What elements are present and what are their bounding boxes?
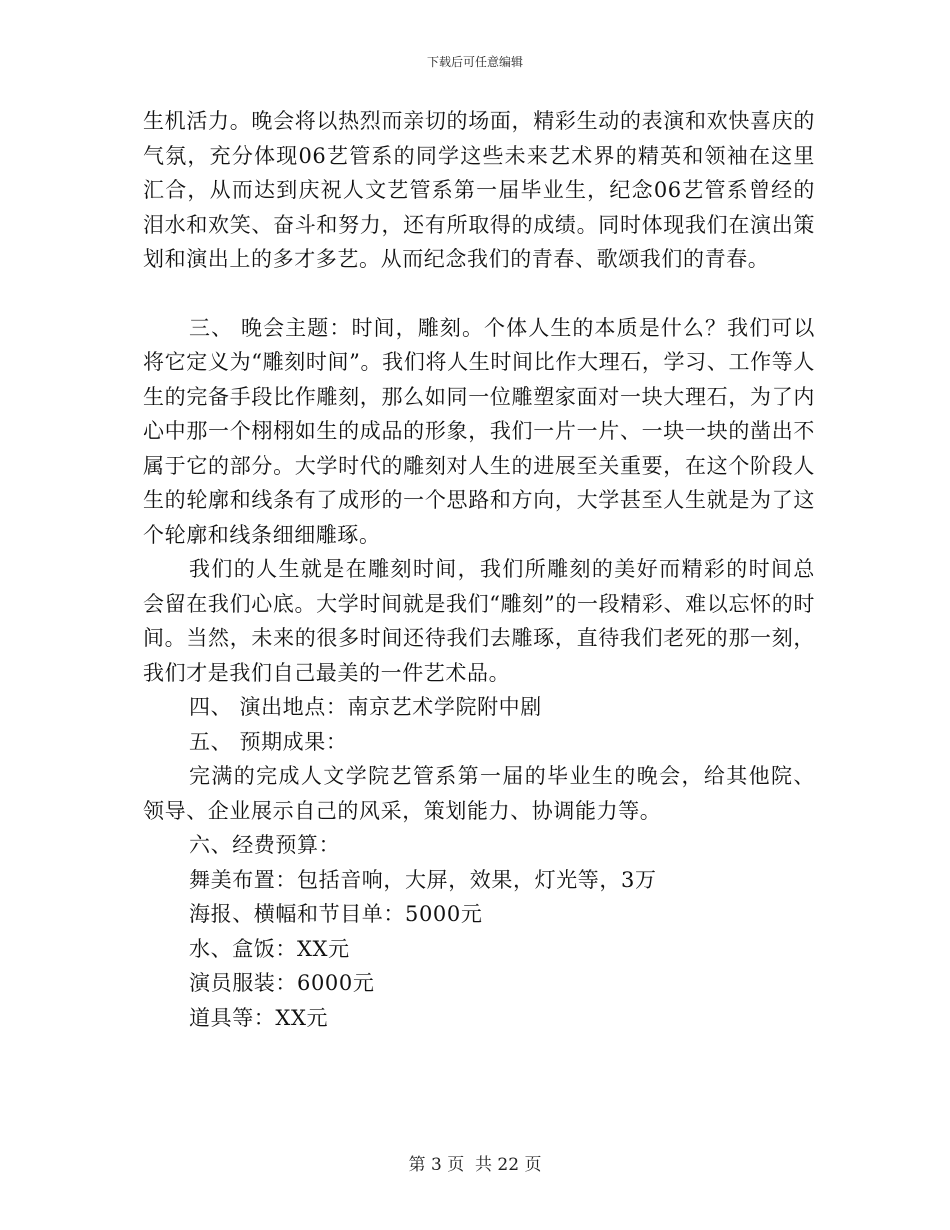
page-label-suffix: 页	[524, 1155, 542, 1175]
page-footer	[0, 1154, 950, 1176]
paragraph-life: 我们的人生就是在雕刻时间，我们所雕刻的美好而精彩的时间总会留在我们心底。大学时间就是我们“雕刻”的一段精彩、难以忘怀的时间。当然，未来的很多时间还待我们去雕琢，直待我们老死的那一刻，我们才是我们自己最美的一件艺术品。	[143, 557, 815, 685]
paragraph-intro: 生机活力。晚会将以热烈而亲切的场面，精彩生动的表演和欢快喜庆的气氛，充分体现06艺管系的同学这些未来艺术界的精英和领袖在这里汇合，从而达到庆祝人文艺管系第一届毕业生，纪念06艺管系曾经的泪水和欢笑、奋斗和努力，还有所取得的成绩。同时体现我们在演出策划和演出上的多才多艺。从而纪念我们的青春、歌颂我们的青春。	[143, 109, 815, 271]
budget-item-meals: 水、盒饭：XX元	[189, 936, 350, 961]
paragraph-theme: 三、 晚会主题：时间，雕刻。个体人生的本质是什么？我们可以将它定义为“雕刻时间”。我们将人生时间比作大理石，学习、工作等人生的完备手段比作雕刻，那么如同一位雕塑家面对一块大理石，为了内心中那一个栩栩如生的成品的形象，我们一片一片、一块一块的凿出不属于它的部分。大学时代的雕刻对人生的进展至关重要，在这个阶段人生的轮廓和线条有了成形的一个思路和方向，大学甚至人生就是为了这个轮廓和线条细细雕琢。	[143, 315, 815, 547]
venue-line: 四、 演出地点：南京艺术学院附中剧	[189, 695, 542, 719]
paragraph-results: 完满的完成人文学院艺管系第一届的毕业生的晚会，给其他院、领导、企业展示自己的风采，策划能力、协调能力等。	[143, 764, 815, 823]
budget-item-stage: 舞美布置：包括音响，大屏，效果，灯光等，3万	[189, 867, 657, 892]
current-page-number: 3	[430, 1155, 442, 1175]
budget-item-props: 道具等：XX元	[189, 1005, 329, 1030]
page-label-prefix: 第	[408, 1155, 426, 1175]
budget-item-costumes: 演员服装：6000元	[189, 971, 375, 995]
budget-heading: 六、经费预算：	[189, 833, 341, 857]
total-page-count: 22	[497, 1155, 520, 1175]
document-body	[143, 104, 815, 1035]
paragraph-gap	[143, 277, 815, 311]
budget-item-posters: 海报、横幅和节目单：5000元	[189, 902, 483, 926]
page-header: 下载后可任意编辑	[426, 55, 523, 69]
results-heading: 五、 预期成果：	[189, 729, 348, 754]
page-label-mid: 页 共	[447, 1155, 492, 1175]
